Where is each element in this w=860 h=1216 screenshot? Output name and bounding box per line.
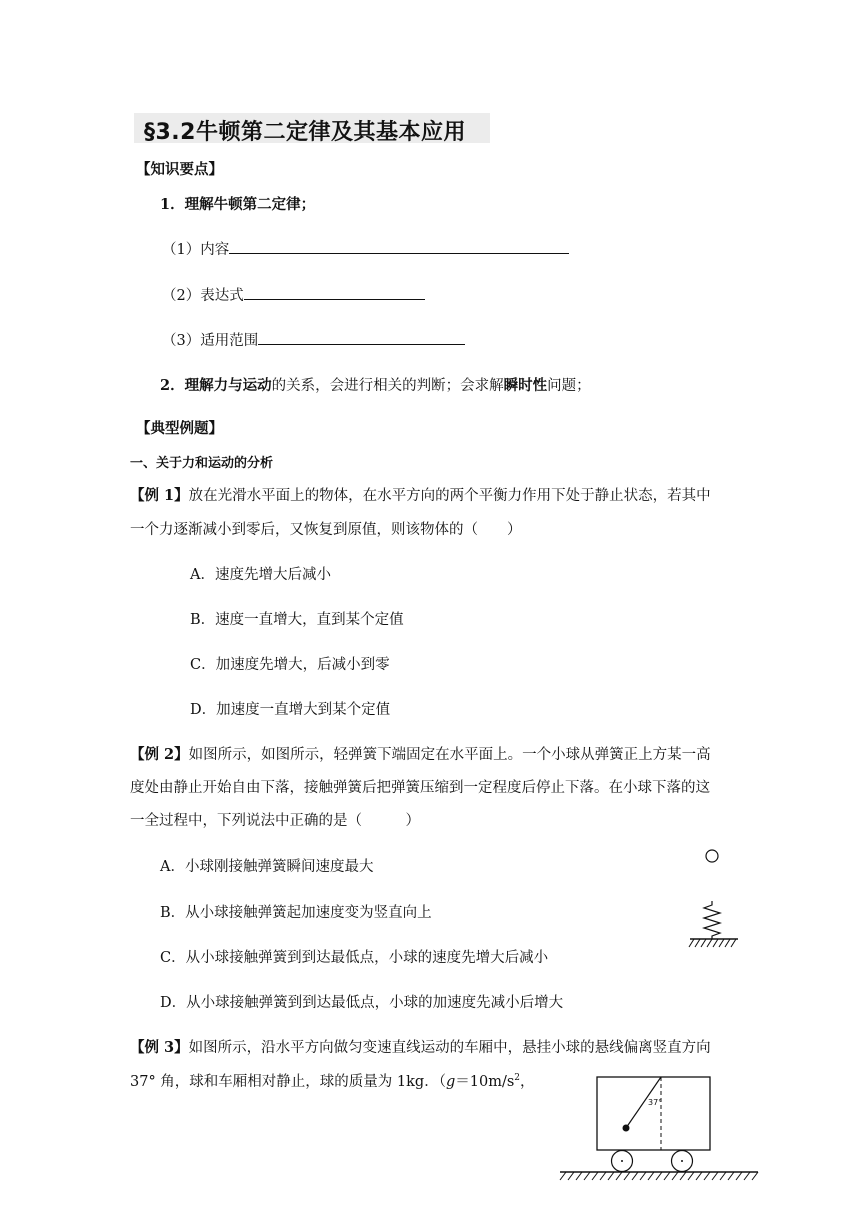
section-1-heading: 一、关于力和运动的分析 (130, 456, 274, 471)
example-3-g-symbol: g (445, 1074, 456, 1090)
knowledge-item-1 (160, 193, 315, 214)
item2-suffix: 问题； (547, 378, 591, 394)
knowledge-sub-3 (162, 329, 465, 350)
spring-ball-diagram (684, 843, 744, 953)
item2-prefix: 2．理解 (160, 377, 214, 394)
content-blank-line (229, 239, 569, 254)
example-3-line-2 (130, 1070, 535, 1091)
ground-hatch (560, 1172, 758, 1180)
example-1-line-1 (130, 484, 711, 505)
examples-heading: 【典型例题】 (136, 420, 223, 437)
angle-label: 37° (648, 1098, 663, 1107)
item2-bold-force-motion: 力与运动 (213, 377, 272, 394)
example-1-option-b: B．速度一直增大，直到某个定值 (190, 612, 404, 628)
sub2-label: （2）表达式 (162, 288, 244, 304)
example-2-text-1: 如图所示，如图所示，轻弹簧下端固定在水平面上。一个小球从弹簧正上方某一高 (188, 747, 711, 763)
example-2-line-2: 度处由静止开始自由下落，接触弹簧后把弹簧压缩到一定程度后停止下落。在小球下落的这 (130, 780, 710, 796)
example-1-text-1: 放在光滑水平面上的物体，在水平方向的两个平衡力作用下处于静止状态，若其中 (188, 488, 711, 504)
knowledge-item-1-text: 1．理解牛顿第二定律； (160, 196, 316, 213)
knowledge-heading: 【知识要点】 (136, 161, 223, 178)
example-3-line-1 (130, 1036, 711, 1057)
example-1-option-a: A．速度先增大后减小 (190, 567, 331, 583)
sub3-label: （3）适用范围 (162, 333, 259, 349)
knowledge-item-2 (160, 374, 591, 395)
example-1-option-d: D．加速度一直增大到某个定值 (190, 702, 391, 718)
example-3-label: 【例 3】 (130, 1039, 189, 1056)
ball-icon (706, 850, 718, 862)
item2-middle: 的关系，会进行相关的判断；会求解 (271, 378, 504, 394)
ball-icon (623, 1125, 630, 1132)
example-2-option-a: A．小球刚接触弹簧瞬间速度最大 (160, 859, 374, 875)
example-3-text-2b: ＝10m/s (455, 1074, 515, 1090)
example-1-label: 【例 1】 (130, 487, 189, 504)
example-1-line-2: 一个力逐渐减小到零后，又恢复到原值，则该物体的（ ） (130, 522, 522, 538)
example-3-text-2c: ， (520, 1074, 535, 1090)
page-title: §3.2牛顿第二定律及其基本应用 (144, 120, 466, 145)
scope-blank-line (258, 330, 465, 345)
example-1-option-c: C．加速度先增大，后减小到零 (190, 657, 390, 673)
expression-blank-line (244, 285, 425, 300)
spring-icon (704, 901, 720, 939)
knowledge-sub-1 (162, 238, 569, 259)
example-2-line-3: 一全过程中，下列说法中正确的是（ ） (130, 813, 420, 829)
example-3-text-1: 如图所示，沿水平方向做匀变速直线运动的车厢中，悬挂小球的悬线偏离竖直方向 (188, 1040, 711, 1056)
knowledge-sub-2 (162, 284, 425, 305)
example-2-line-1 (130, 743, 711, 764)
item2-bold-instantaneity: 瞬时性 (503, 377, 548, 394)
example-3-text-2a: 37° 角，球和车厢相对静止，球的质量为 1kg．（ (130, 1074, 446, 1090)
cart-pendulum-diagram (556, 1072, 762, 1184)
example-3-superscript: 2 (514, 1073, 521, 1084)
example-2-option-c: C．从小球接触弹簧到到达最低点，小球的速度先增大后减小 (160, 950, 549, 966)
example-2-option-b: B．从小球接触弹簧起加速度变为竖直向上 (160, 905, 432, 921)
example-2-label: 【例 2】 (130, 746, 189, 763)
ground-hatch (689, 939, 736, 947)
example-2-option-d: D．从小球接触弹簧到到达最低点，小球的加速度先减小后增大 (160, 995, 564, 1011)
sub1-label: （1）内容 (162, 242, 230, 258)
